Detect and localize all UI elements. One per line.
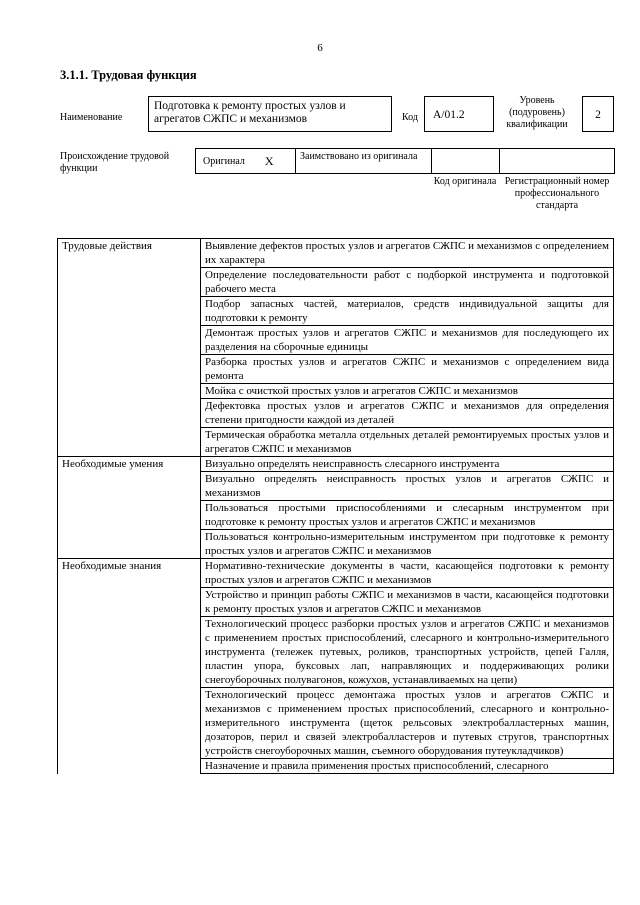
table-row xyxy=(58,559,614,588)
category-cell xyxy=(58,472,201,501)
category-cell xyxy=(58,384,201,399)
table-row xyxy=(58,297,614,326)
original-mark: X xyxy=(264,153,274,168)
original-code-cell xyxy=(432,149,500,173)
category-cell xyxy=(58,588,201,617)
item-cell: Нормативно-технические документы в части, касающейся подготовки к ремонту простых узлов и агрегатов СЖПС и механизмов xyxy=(201,559,614,588)
code-value-box: А/01.2 xyxy=(424,96,494,132)
category-cell xyxy=(58,759,201,774)
origin-label: Происхождение трудовой функции xyxy=(60,151,170,174)
labor-function-table xyxy=(57,238,614,774)
category-cell xyxy=(58,326,201,355)
category-cell: Необходимые знания xyxy=(58,559,201,588)
borrowed-cell: Заимствовано из оригинала xyxy=(296,149,432,173)
item-cell: Пользоваться контрольно-измерительным инструментом при подготовке к ремонту простых узлов и агрегатов СЖПС и механизмов xyxy=(201,530,614,559)
code-label: Код xyxy=(402,112,418,123)
table-row xyxy=(58,530,614,559)
name-label: Наименование xyxy=(60,112,123,123)
category-cell xyxy=(58,399,201,428)
table-row xyxy=(58,384,614,399)
category-cell xyxy=(58,530,201,559)
item-cell: Мойка с очисткой простых узлов и агрегатов СЖПС и механизмов xyxy=(201,384,614,399)
category-cell xyxy=(58,355,201,384)
item-cell: Визуально определять неисправность слесарного инструмента xyxy=(201,457,614,472)
registration-number-label: Регистрационный номер профессионального стандарта xyxy=(504,176,610,211)
page-number: 6 xyxy=(317,42,323,54)
category-cell xyxy=(58,688,201,759)
original-code-label: Код оригинала xyxy=(433,176,497,187)
table-row xyxy=(58,428,614,457)
table-row xyxy=(58,501,614,530)
section-title: 3.1.1. Трудовая функция xyxy=(60,68,197,82)
item-cell: Демонтаж простых узлов и агрегатов СЖПС и механизмов для последующего их разделения на сборочные единицы xyxy=(201,326,614,355)
qualification-level-box: 2 xyxy=(582,96,614,132)
table-row xyxy=(58,268,614,297)
category-cell xyxy=(58,428,201,457)
item-cell: Пользоваться простыми приспособлениями и слесарным инструментом при подготовке к ремонту простых узлов и агрегатов СЖПС и механизмов xyxy=(201,501,614,530)
original-cell xyxy=(196,149,296,173)
item-cell: Выявление дефектов простых узлов и агрегатов СЖПС и механизмов с определением их характера xyxy=(201,239,614,268)
origin-cells xyxy=(195,148,615,174)
reg-number-cell xyxy=(500,149,614,173)
table-row xyxy=(58,472,614,501)
table-row xyxy=(58,688,614,759)
item-cell: Визуально определять неисправность простых узлов и агрегатов СЖПС и механизмов xyxy=(201,472,614,501)
category-cell xyxy=(58,268,201,297)
category-cell: Трудовые действия xyxy=(58,239,201,268)
table-row xyxy=(58,239,614,268)
table-row xyxy=(58,617,614,688)
table-row xyxy=(58,759,614,774)
category-cell xyxy=(58,617,201,688)
table-row xyxy=(58,588,614,617)
table-row xyxy=(58,326,614,355)
original-label: Оригинал xyxy=(203,155,245,167)
item-cell: Технологический процесс демонтажа простых узлов и агрегатов СЖПС и механизмов с применением простых приспособлений, слесарного и контрольно-измерительного инструмента (щеток рельсовых электробалластерных машин, дозаторов, перил и связей электробалластеров и путевых стругов, транспортных устройств снегоуборочных машин, съемного оборудования путеукладчиков) xyxy=(201,688,614,759)
table-row xyxy=(58,355,614,384)
item-cell: Разборка простых узлов и агрегатов СЖПС и механизмов с определением вида ремонта xyxy=(201,355,614,384)
table-row xyxy=(58,399,614,428)
category-cell xyxy=(58,501,201,530)
category-cell: Необходимые умения xyxy=(58,457,201,472)
name-value-box: Подготовка к ремонту простых узлов и агрегатов СЖПС и механизмов xyxy=(148,96,392,132)
item-cell: Термическая обработка металла отдельных деталей ремонтируемых простых узлов и агрегатов СЖПС и механизмов xyxy=(201,428,614,457)
item-cell: Подбор запасных частей, материалов, средств индивидуальной защиты для подготовки к ремонту xyxy=(201,297,614,326)
item-cell: Устройство и принцип работы СЖПС и механизмов в части, касающейся подготовки к ремонту простых узлов и агрегатов СЖПС и механизмов xyxy=(201,588,614,617)
category-cell xyxy=(58,297,201,326)
item-cell: Назначение и правила применения простых приспособлений, слесарного xyxy=(201,759,614,774)
item-cell: Дефектовка простых узлов и агрегатов СЖПС и механизмов для определения степени пригодности каждой из деталей xyxy=(201,399,614,428)
qualification-level-label: Уровень (подуровень) квалификации xyxy=(506,95,568,130)
item-cell: Технологический процесс разборки простых узлов и агрегатов СЖПС и механизмов с применением простых приспособлений, слесарного и контрольно-измерительного инструмента (тележек путевых, роликов, транспортных устройств, цепей Галля, пластин упора, буксовых лап, направляющих и поддерживающих ролики снегоуборочных полувагонов, кожухов, устанавливаемых на цепи) xyxy=(201,617,614,688)
item-cell: Определение последовательности работ с подборкой инструмента и подготовкой рабочего места xyxy=(201,268,614,297)
table-row xyxy=(58,457,614,472)
